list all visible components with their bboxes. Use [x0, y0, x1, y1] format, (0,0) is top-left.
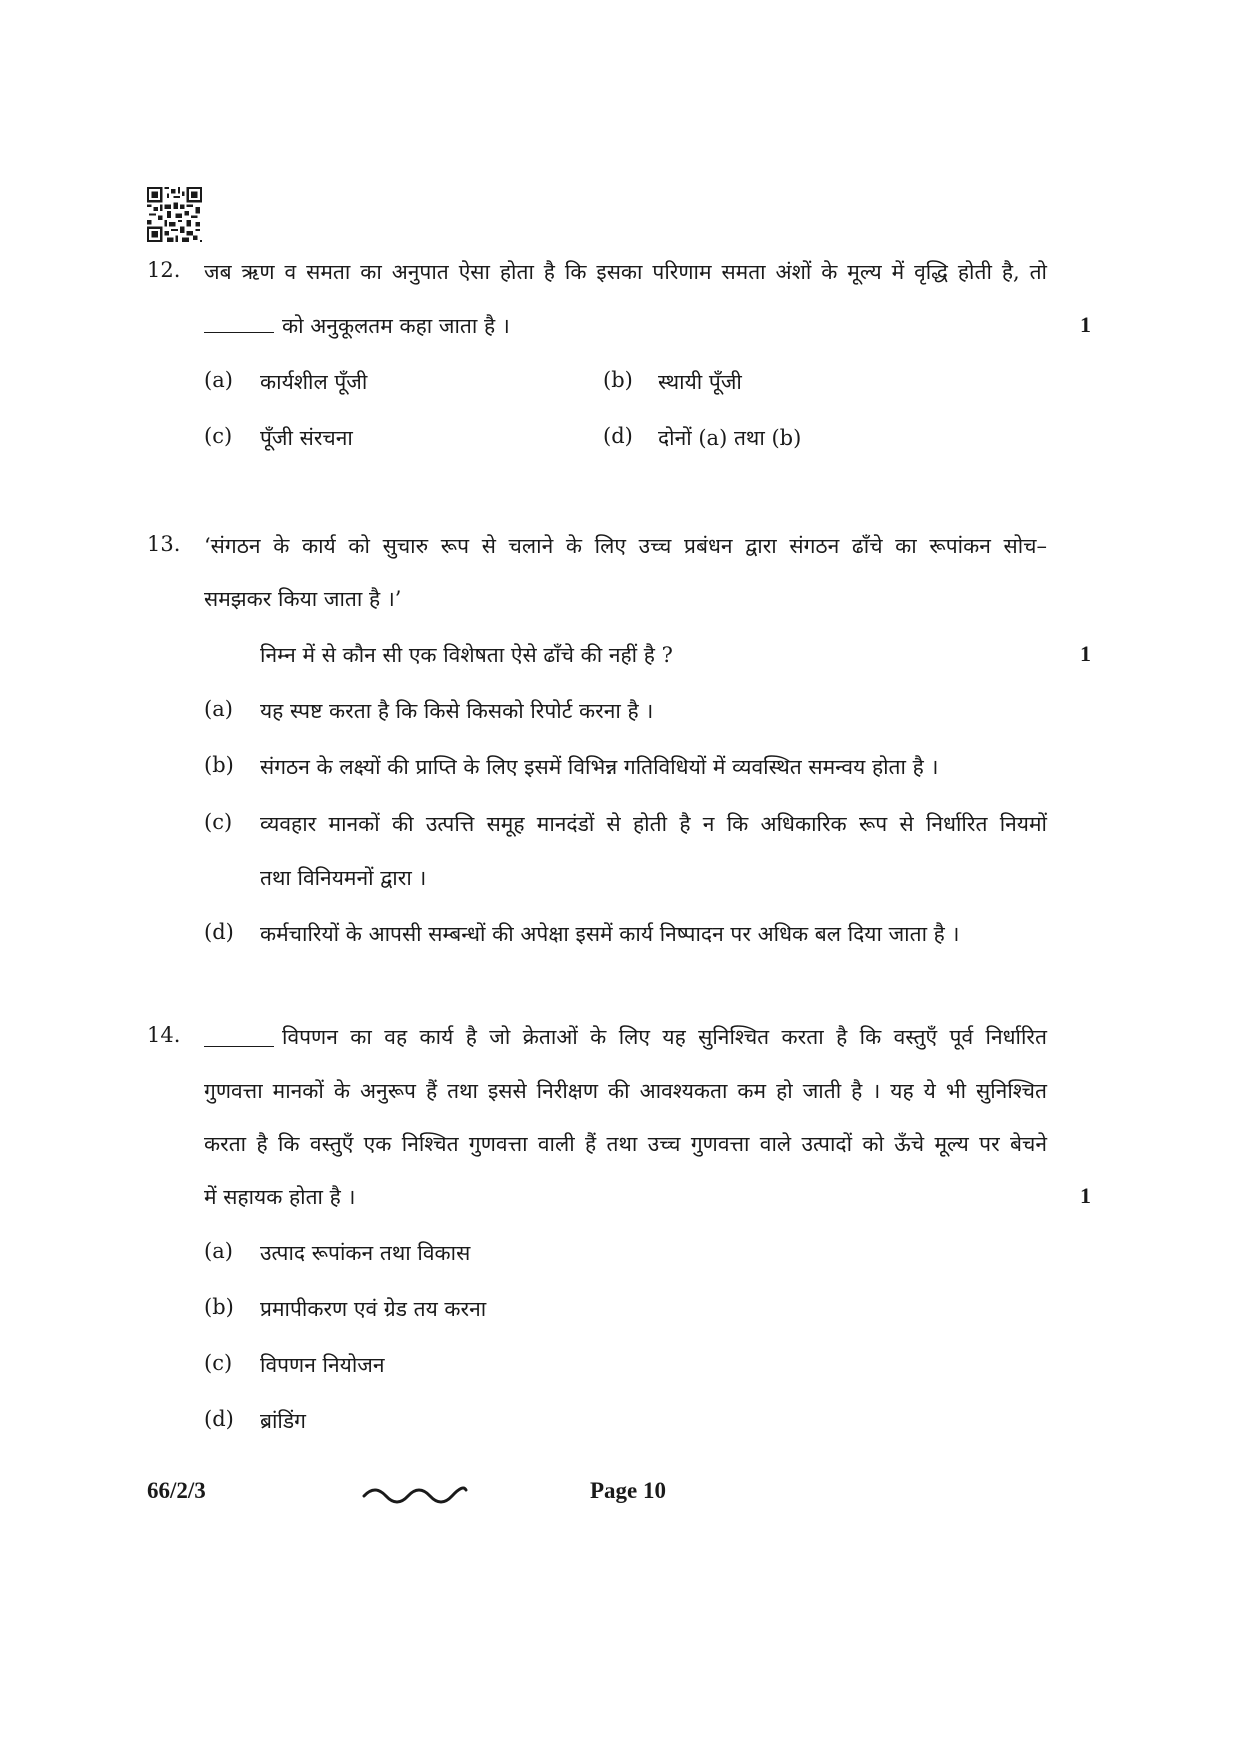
option-label: (c)	[204, 1351, 233, 1375]
option-text: व्यवहार मानकों की उत्पत्ति समूह मानदंडों से होती है न कि अधिकारिक रूप से निर्धारित नियमों	[260, 812, 1047, 836]
question-number-14: 14.	[147, 1023, 181, 1047]
answer-blank	[204, 331, 274, 333]
option-text: पूँजी संरचना	[260, 426, 353, 450]
question-13-prompt: निम्न में से कौन सी एक विशेषता ऐसे ढाँचे की नहीं है ?	[260, 643, 673, 667]
question-13-line-1: ‘संगठन के कार्य को सुचारु रूप से चलाने के लिए उच्च प्रबंधन द्वारा संगठन ढाँचे का रूपांकन सोच–	[204, 534, 1047, 558]
option-label: (a)	[204, 697, 233, 721]
option-label: (a)	[204, 368, 233, 392]
option-label: (c)	[204, 424, 233, 448]
option-label: (d)	[603, 424, 633, 448]
option-text: स्थायी पूँजी	[658, 370, 742, 394]
option-text: उत्पाद रूपांकन तथा विकास	[260, 1241, 471, 1265]
marks-q14: 1	[1080, 1183, 1091, 1208]
option-text-continued: तथा विनियमनों द्वारा ।	[260, 866, 427, 890]
page-number: Page 10	[590, 1478, 667, 1503]
question-13-line-2: समझकर किया जाता है ।’	[204, 587, 402, 611]
option-text: दोनों (a) तथा (b)	[658, 426, 802, 450]
option-text: कर्मचारियों के आपसी सम्बन्धों की अपेक्षा इसमें कार्य निष्पादन पर अधिक बल दिया जाता है ।	[260, 922, 960, 946]
option-text: कार्यशील पूँजी	[260, 370, 368, 394]
option-text: विपणन नियोजन	[260, 1353, 385, 1377]
option-label: (d)	[204, 1407, 234, 1431]
question-14-line-1	[204, 1023, 1047, 1051]
paper-code: 66/2/3	[147, 1478, 206, 1503]
answer-blank	[204, 1045, 274, 1047]
question-12-line-2	[204, 312, 510, 340]
marks-q12: 1	[1080, 312, 1091, 337]
option-label: (b)	[204, 753, 234, 777]
question-12-line-1: जब ऋण व समता का अनुपात ऐसा होता है कि इसका परिणाम समता अंशों के मूल्य में वृद्धि होती है, तो	[204, 260, 1047, 284]
option-text: संगठन के लक्ष्यों की प्राप्ति के लिए इसमें विभिन्न गतिविधियों में व्यवस्थित समन्वय होता है ।	[260, 755, 939, 779]
wave-ornament-icon	[360, 1478, 470, 1508]
option-text: ब्रांडिंग	[260, 1409, 306, 1433]
question-14-line-3: करता है कि वस्तुएँ एक निश्चित गुणवत्ता वाली हैं तथा उच्च गुणवत्ता वाले उत्पादों को ऊँचे मूल्य पर बेचने	[204, 1132, 1047, 1156]
question-14-line-4: में सहायक होता है ।	[204, 1185, 356, 1209]
option-label: (b)	[603, 368, 633, 392]
option-label: (a)	[204, 1239, 233, 1263]
question-14-line-2: गुणवत्ता मानकों के अनुरूप हैं तथा इससे निरीक्षण की आवश्यकता कम हो जाती है । यह ये भी सुनिश्चित	[204, 1079, 1047, 1103]
question-12-line-2-text: को अनुकूलतम कहा जाता है ।	[282, 314, 510, 338]
option-text: प्रमापीकरण एवं ग्रेड तय करना	[260, 1297, 487, 1321]
option-text: यह स्पष्ट करता है कि किसे किसको रिपोर्ट करना है ।	[260, 699, 654, 723]
option-label: (b)	[204, 1295, 234, 1319]
marks-q13: 1	[1080, 641, 1091, 666]
question-number-12: 12.	[147, 258, 181, 282]
option-label: (d)	[204, 920, 234, 944]
qr-code	[147, 187, 202, 242]
question-number-13: 13.	[147, 532, 181, 556]
option-label: (c)	[204, 810, 233, 834]
question-14-line-1-text: विपणन का वह कार्य है जो क्रेताओं के लिए यह सुनिश्चित करता है कि वस्तुएँ पूर्व निर्धारित	[282, 1025, 1047, 1049]
